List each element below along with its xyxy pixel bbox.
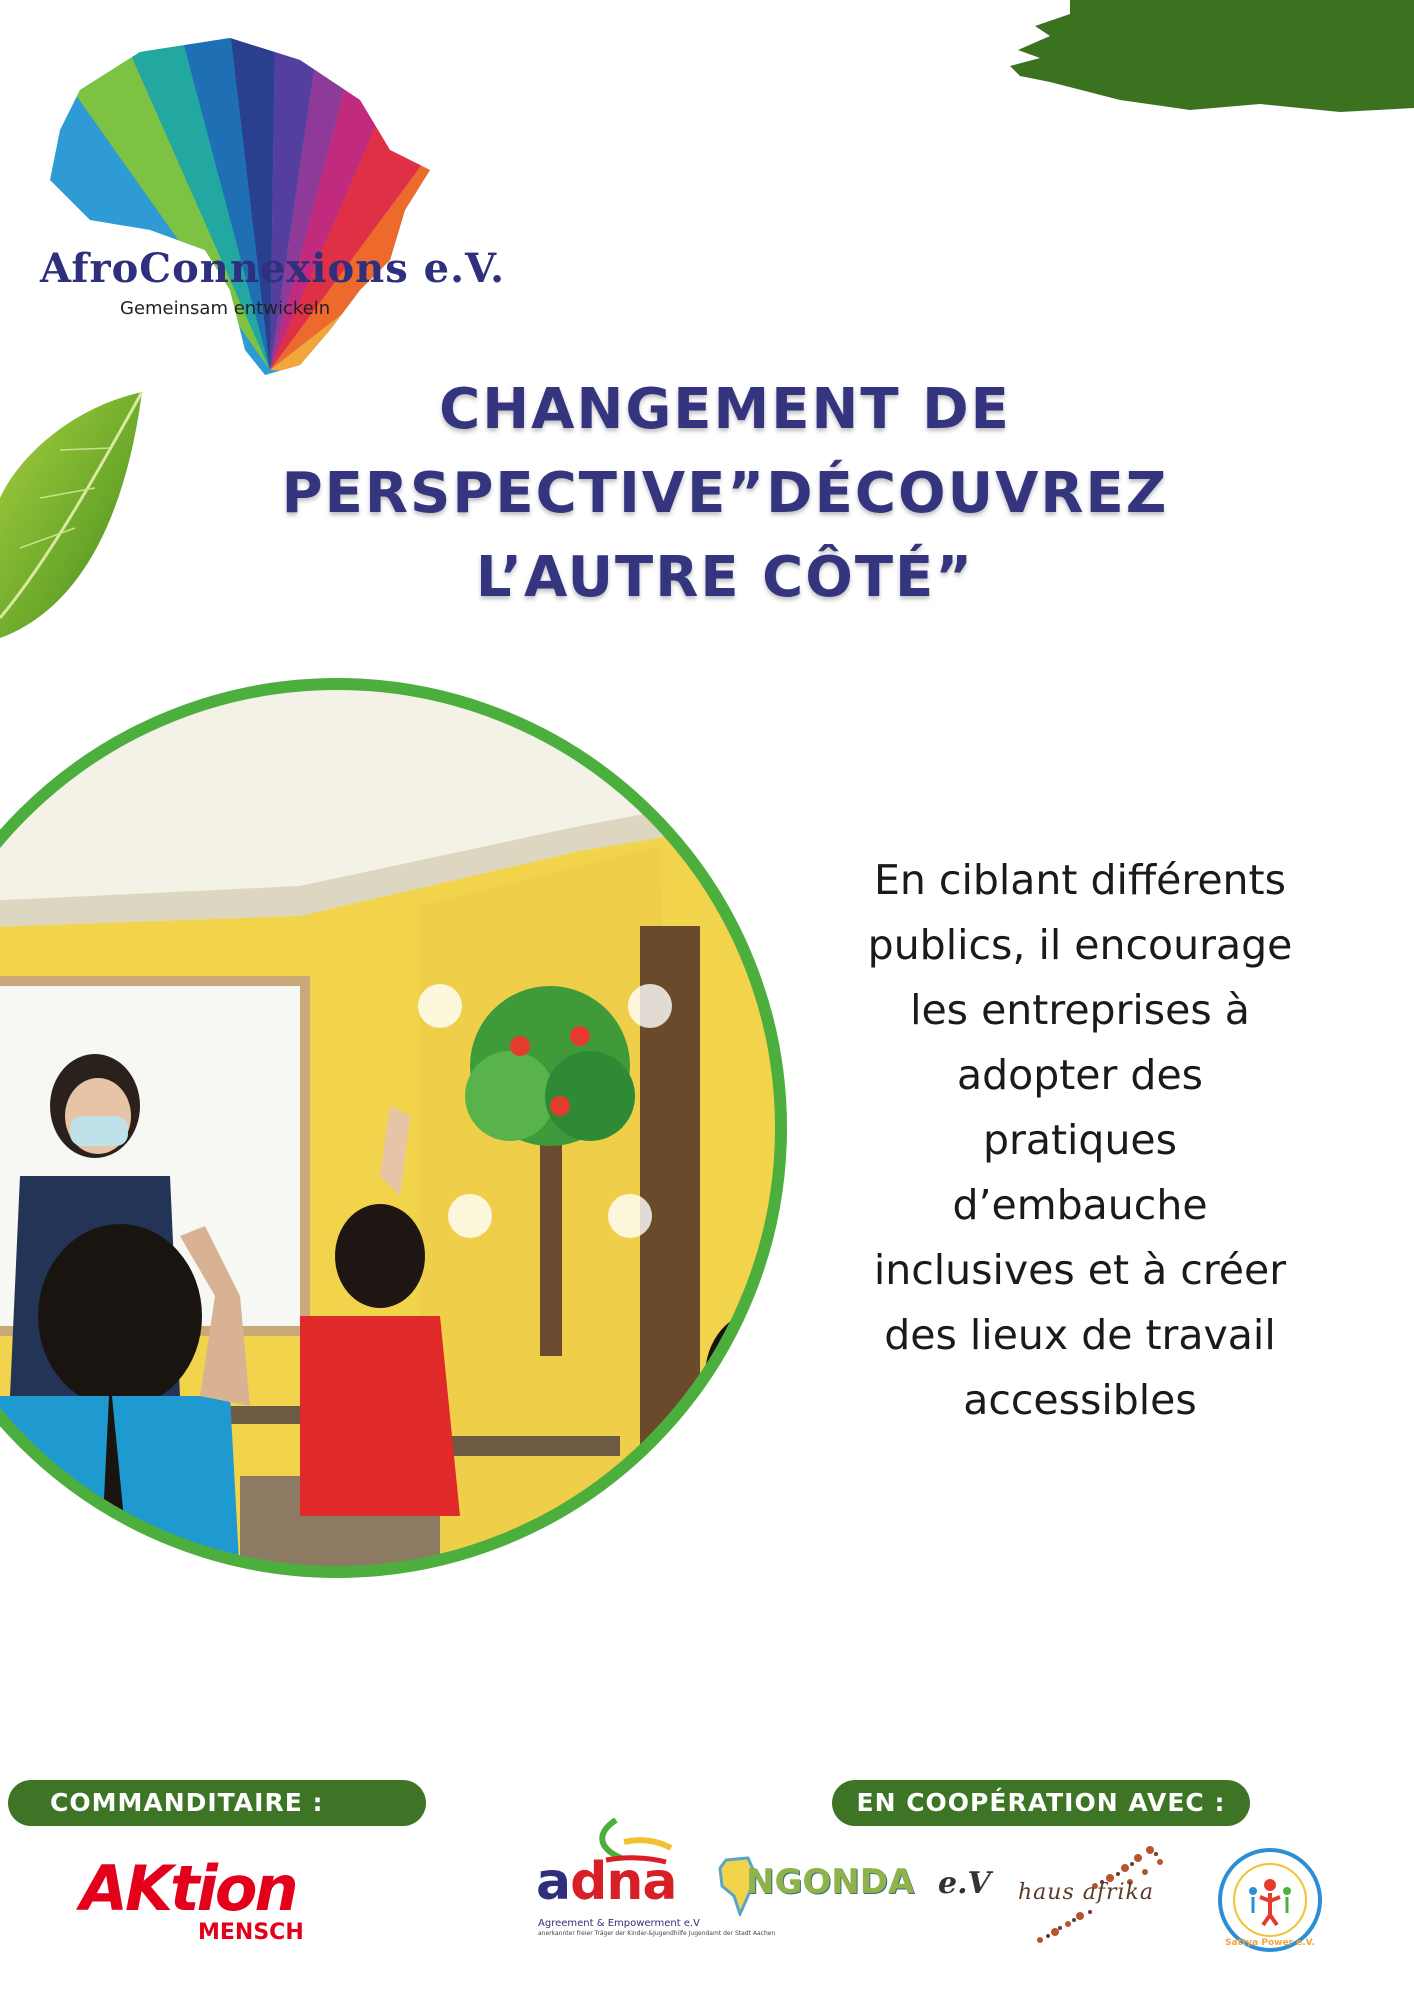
aktion-mensch-logo [80, 1852, 320, 1952]
title-line-1: CHANGEMENT DE [439, 377, 1011, 442]
ngonda-logo [718, 1856, 991, 1916]
cooperation-label-pill: EN COOPÉRATION AVEC : [832, 1780, 1250, 1826]
ngonda-wordmark: NGONDA [746, 1862, 915, 1902]
body-line: des lieux de travail [884, 1311, 1276, 1359]
adna-letters-dna: dna [570, 1852, 677, 1912]
title-line-2: PERSPECTIVE”DÉCOUVREZ [281, 461, 1169, 526]
haus-afrika-logo [1010, 1840, 1180, 1950]
sattya-power-wordmark: Sattya Power e.V. [1225, 1938, 1315, 1948]
aktion-mensch-wordmark: AKtion [80, 1852, 296, 1925]
logo-name: AfroConnexions e.V. [40, 245, 506, 292]
body-line: accessibles [963, 1376, 1197, 1424]
title-line-3: L’AUTRE CÔTÉ” [475, 545, 975, 610]
body-line: les entreprises à [910, 986, 1250, 1034]
body-line: inclusives et à créer [873, 1246, 1287, 1294]
adna-subtitle-small: anerkannter freier Träger der Kinder-&Jugendhilfe Jugendamt der Stadt Aachen [538, 1930, 776, 1937]
adna-letter-a: a [536, 1852, 571, 1912]
body-text [820, 848, 1340, 1433]
sponsor-label-pill: COMMANDITAIRE : [8, 1780, 426, 1826]
adna-wordmark [536, 1852, 676, 1912]
page-title [230, 368, 1220, 620]
body-line: publics, il encourage [867, 921, 1293, 969]
body-line: adopter des [956, 1051, 1204, 1099]
ngonda-ev: e.V [938, 1866, 991, 1901]
body-line: d’embauche [952, 1181, 1208, 1229]
sattya-power-logo [1215, 1845, 1325, 1955]
aktion-mensch-subtext: MENSCH [198, 1920, 304, 1945]
adna-subtitle: Agreement & Empowerment e.V [538, 1918, 700, 1929]
africa-map-icon [30, 30, 450, 380]
haus-afrika-wordmark: haus afrika [1018, 1880, 1154, 1905]
logo-tagline: Gemeinsam entwickeln [120, 298, 331, 319]
adna-logo [536, 1818, 776, 1938]
leaf-decoration [0, 388, 160, 668]
green-brush-decoration [1010, 0, 1414, 115]
classroom-photo [0, 676, 794, 1580]
body-line: En ciblant différents [874, 856, 1286, 904]
body-line: pratiques [982, 1116, 1178, 1164]
afroconnexions-logo [30, 30, 506, 380]
